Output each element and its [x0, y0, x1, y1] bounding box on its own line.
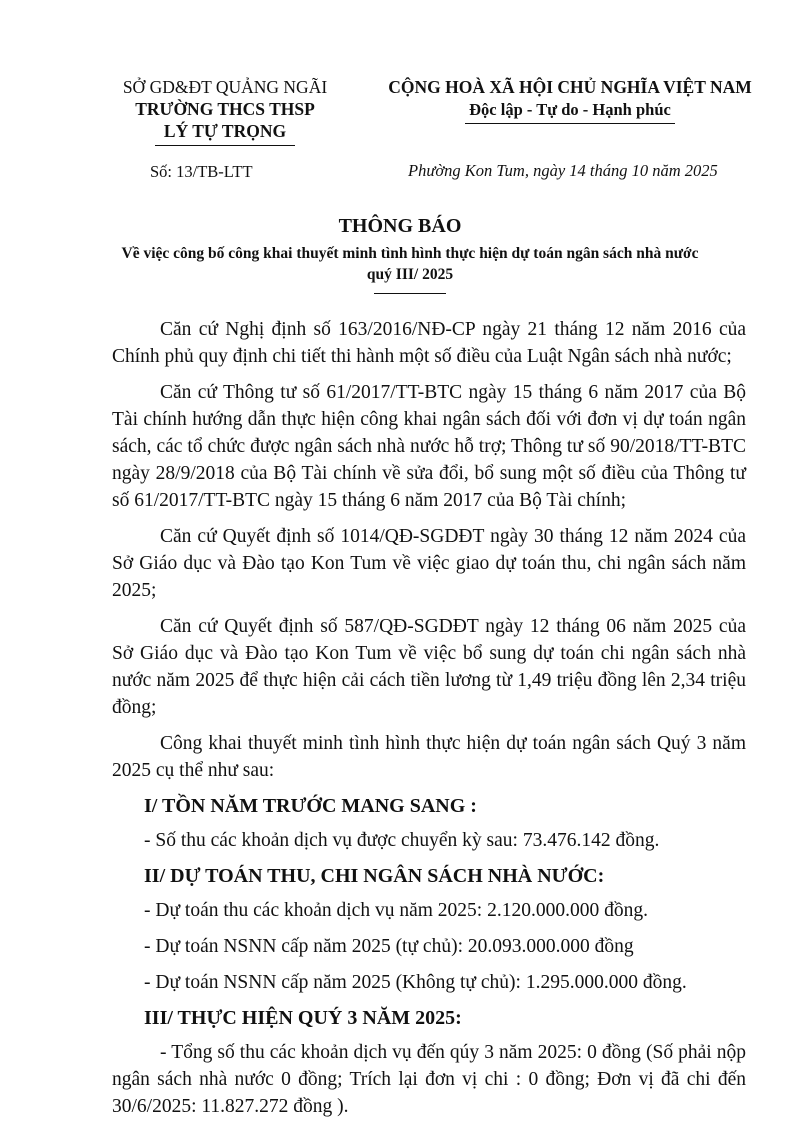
place-date: Phường Kon Tum, ngày 14 tháng 10 năm 2025: [408, 161, 718, 180]
document-subtitle: [100, 243, 720, 294]
list-item: - Dự toán NSNN cấp năm 2025 (tự chủ): 20.093.000.000 đồng: [144, 936, 634, 957]
school-name-line1: TRƯỜNG THCS THSP: [135, 99, 315, 119]
list-item: - Tổng số thu các khoản dịch vụ đến qúy 3 năm 2025: 0 đồng (Số phải nộp ngân sách nhà nước 0 đồng; Trích lại đơn vị chi : 0 đồng; Đơn vị đã chi đến 30/6/2025: 11.827.272 đồng ).: [112, 1042, 746, 1117]
motto: Độc lập - Tự do - Hạnh phúc: [465, 99, 675, 124]
section-heading: I/ TỒN NĂM TRƯỚC MANG SANG :: [144, 795, 477, 817]
parent-department: SỞ GD&ĐT QUẢNG NGÃI: [122, 77, 328, 97]
paragraph: Công khai thuyết minh tình hình thực hiện dự toán ngân sách Quý 3 năm 2025 cụ thể như sau:: [112, 733, 746, 781]
subtitle-line1: Về việc công bố công khai thuyết minh tình hình thực hiện dự toán ngân sách nhà nước: [121, 245, 699, 262]
section-heading: III/ THỰC HIỆN QUÝ 3 NĂM 2025:: [144, 1007, 462, 1029]
list-item: - Dự toán NSNN cấp năm 2025 (Không tự chủ): 1.295.000.000 đồng.: [144, 972, 687, 993]
issuing-organization: [120, 76, 330, 146]
list-item: - Dự toán thu các khoản dịch vụ năm 2025: 2.120.000.000 đồng.: [144, 900, 648, 921]
list-item: - Số thu các khoản dịch vụ được chuyển kỳ sau: 73.476.142 đồng.: [144, 830, 660, 851]
document-title: THÔNG BÁO: [338, 215, 462, 237]
national-heading: [360, 76, 780, 124]
country-name: CỘNG HOÀ XÃ HỘI CHỦ NGHĨA VIỆT NAM: [388, 77, 752, 97]
document-body: [112, 316, 746, 1129]
subtitle-line2: quý III/ 2025: [366, 266, 454, 283]
paragraph: Căn cứ Quyết định số 587/QĐ-SGDĐT ngày 12 tháng 06 năm 2025 của Sở Giáo dục và Đào tạo Kon Tum về việc bổ sung dự toán chi ngân sách nhà nước năm 2025 để thực hiện cải cách tiền lương từ 1,49 triệu đồng lên 2,34 triệu đồng;: [112, 616, 746, 718]
paragraph: Căn cứ Nghị định số 163/2016/NĐ-CP ngày 21 tháng 12 năm 2016 của Chính phủ quy định chi tiết thi hành một số điều của Luật Ngân sách nhà nước;: [112, 319, 746, 367]
divider: [155, 145, 295, 146]
school-name-line2: LÝ TỰ TRỌNG: [163, 121, 287, 141]
paragraph: Căn cứ Thông tư số 61/2017/TT-BTC ngày 15 tháng 6 năm 2017 của Bộ Tài chính hướng dẫn thực hiện công khai ngân sách đối với đơn vị dự toán ngân sách, các tổ chức được ngân sách nhà nước hỗ trợ; Thông tư số 90/2018/TT-BTC ngày 28/9/2018 của Bộ Tài chính về sửa đổi, bổ sung một số điều của Thông tư số 61/2017/TT-BTC ngày 15 tháng 6 năm 2017 của Bộ Tài chính;: [112, 382, 746, 511]
document-number: Số: 13/TB-LTT: [150, 162, 253, 181]
paragraph: Căn cứ Quyết định số 1014/QĐ-SGDĐT ngày 30 tháng 12 năm 2024 của Sở Giáo dục và Đào tạo Kon Tum về việc giao dự toán thu, chi ngân sách năm 2025;: [112, 526, 746, 601]
section-heading: II/ DỰ TOÁN THU, CHI NGÂN SÁCH NHÀ NƯỚC:: [144, 865, 605, 887]
divider: [374, 293, 446, 294]
